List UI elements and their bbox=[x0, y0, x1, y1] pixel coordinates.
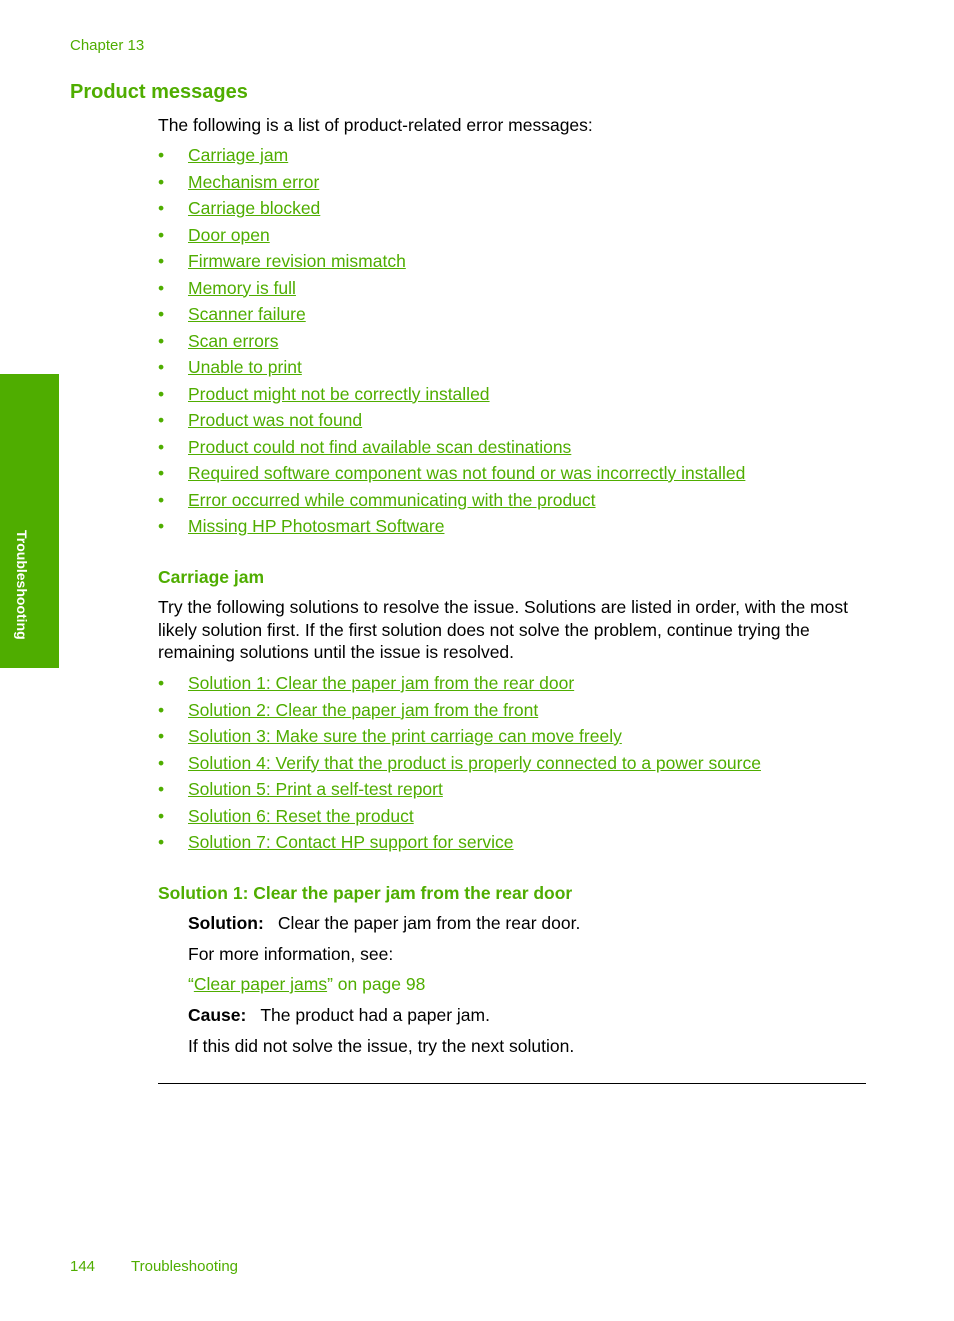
product-message-link-6[interactable]: Memory is full bbox=[188, 277, 296, 298]
carriage-jam-body: Try the following solutions to resolve the issue. Solutions are listed in order, with the most likely solution first. If the first solution does not solve the problem, continue trying the remaining solutions until the issue is resolved. bbox=[158, 597, 848, 662]
bullet-icon: • bbox=[158, 805, 165, 826]
product-messages-list bbox=[158, 142, 745, 540]
solution-label: Solution: bbox=[188, 913, 264, 933]
list-item bbox=[158, 248, 745, 275]
list-item bbox=[158, 328, 745, 355]
cause-text: The product had a paper jam. bbox=[260, 1005, 490, 1025]
section-title: Product messages bbox=[70, 81, 248, 103]
product-message-link-1[interactable]: Carriage jam bbox=[188, 145, 289, 165]
bullet-icon: • bbox=[158, 779, 165, 799]
next-solution-text: If this did not solve the issue, try the next solution. bbox=[188, 1036, 575, 1056]
bullet-icon: • bbox=[158, 304, 165, 324]
solution-link-2[interactable]: Solution 2: Clear the paper jam from the front bbox=[188, 699, 539, 720]
list-item bbox=[158, 460, 745, 487]
bullet-icon: • bbox=[158, 752, 165, 773]
solution-link-3[interactable]: Solution 3: Make sure the print carriage can move freely bbox=[188, 726, 622, 746]
list-item bbox=[158, 142, 745, 169]
list-item bbox=[158, 407, 745, 434]
page-number: 144 bbox=[70, 1258, 96, 1275]
solution-link-7[interactable]: Solution 7: Contact HP support for service bbox=[188, 832, 514, 852]
bullet-icon: • bbox=[158, 410, 165, 430]
product-message-link-7[interactable]: Scanner failure bbox=[188, 304, 306, 324]
bullet-icon: • bbox=[158, 699, 165, 720]
bullet-icon: • bbox=[158, 516, 165, 536]
footer-section: Troubleshooting bbox=[131, 1258, 239, 1275]
product-message-link-14[interactable]: Error occurred while communicating with the product bbox=[188, 489, 596, 510]
product-message-link-2[interactable]: Mechanism error bbox=[188, 171, 320, 192]
cause-label: Cause: bbox=[188, 1005, 247, 1025]
solution-link-1[interactable]: Solution 1: Clear the paper jam from the rear door bbox=[188, 673, 575, 693]
product-message-link-5[interactable]: Firmware revision mismatch bbox=[188, 251, 406, 271]
solution1-solution bbox=[188, 913, 580, 934]
solution-link-5[interactable]: Solution 5: Print a self-test report bbox=[188, 779, 443, 799]
list-item bbox=[158, 750, 761, 777]
cross-reference bbox=[188, 974, 425, 995]
side-tab-label: Troubleshooting bbox=[14, 530, 30, 640]
list-item bbox=[158, 169, 745, 196]
list-item bbox=[158, 301, 745, 328]
list-item bbox=[158, 670, 761, 697]
solution-link-6[interactable]: Solution 6: Reset the product bbox=[188, 805, 414, 826]
list-item bbox=[158, 275, 745, 302]
more-info-text: For more information, see: bbox=[188, 944, 394, 964]
carriage-jam-heading: Carriage jam bbox=[158, 567, 265, 587]
product-message-link-11[interactable]: Product was not found bbox=[188, 410, 363, 430]
bullet-icon: • bbox=[158, 463, 165, 483]
list-item bbox=[158, 434, 745, 461]
solutions-list bbox=[158, 670, 761, 856]
xref-page: ” on page 98 bbox=[327, 974, 426, 994]
product-message-link-13[interactable]: Required software component was not found or was incorrectly installed bbox=[188, 463, 746, 483]
solution-link-4[interactable]: Solution 4: Verify that the product is properly connected to a power source bbox=[188, 752, 761, 773]
product-message-link-8[interactable]: Scan errors bbox=[188, 330, 279, 351]
bullet-icon: • bbox=[158, 145, 165, 165]
bullet-icon: • bbox=[158, 171, 165, 192]
list-item bbox=[158, 803, 761, 830]
bullet-icon: • bbox=[158, 436, 165, 457]
bullet-icon: • bbox=[158, 277, 165, 298]
chapter-label: Chapter 13 bbox=[70, 37, 145, 54]
product-message-link-3[interactable]: Carriage blocked bbox=[188, 198, 321, 218]
xref-open-quote: “ bbox=[188, 974, 194, 994]
list-item bbox=[158, 776, 761, 803]
list-item bbox=[158, 697, 761, 724]
list-item bbox=[158, 829, 761, 856]
divider bbox=[158, 1083, 866, 1084]
list-item bbox=[158, 723, 761, 750]
solution-text: Clear the paper jam from the rear door. bbox=[277, 913, 581, 933]
list-item bbox=[158, 222, 745, 249]
bullet-icon: • bbox=[158, 489, 165, 510]
product-message-link-15[interactable]: Missing HP Photosmart Software bbox=[188, 516, 445, 536]
solution1-cause bbox=[188, 1005, 490, 1026]
product-message-link-10[interactable]: Product might not be correctly installed bbox=[188, 383, 490, 404]
product-message-link-4[interactable]: Door open bbox=[188, 224, 270, 245]
bullet-icon: • bbox=[158, 198, 165, 218]
product-message-link-12[interactable]: Product could not find available scan destinations bbox=[188, 436, 572, 457]
list-item bbox=[158, 381, 745, 408]
section-intro: The following is a list of product-related error messages: bbox=[158, 115, 593, 135]
list-item bbox=[158, 513, 745, 540]
bullet-icon: • bbox=[158, 832, 165, 852]
clear-paper-jams-link[interactable]: Clear paper jams bbox=[193, 974, 328, 994]
bullet-icon: • bbox=[158, 224, 165, 245]
bullet-icon: • bbox=[158, 330, 165, 351]
product-message-link-9[interactable]: Unable to print bbox=[188, 357, 302, 377]
bullet-icon: • bbox=[158, 357, 165, 377]
solution1-heading: Solution 1: Clear the paper jam from the rear door bbox=[158, 883, 573, 903]
bullet-icon: • bbox=[158, 726, 165, 746]
bullet-icon: • bbox=[158, 383, 165, 404]
list-item bbox=[158, 487, 745, 514]
list-item bbox=[158, 354, 745, 381]
bullet-icon: • bbox=[158, 673, 165, 693]
list-item bbox=[158, 195, 745, 222]
bullet-icon: • bbox=[158, 251, 165, 271]
